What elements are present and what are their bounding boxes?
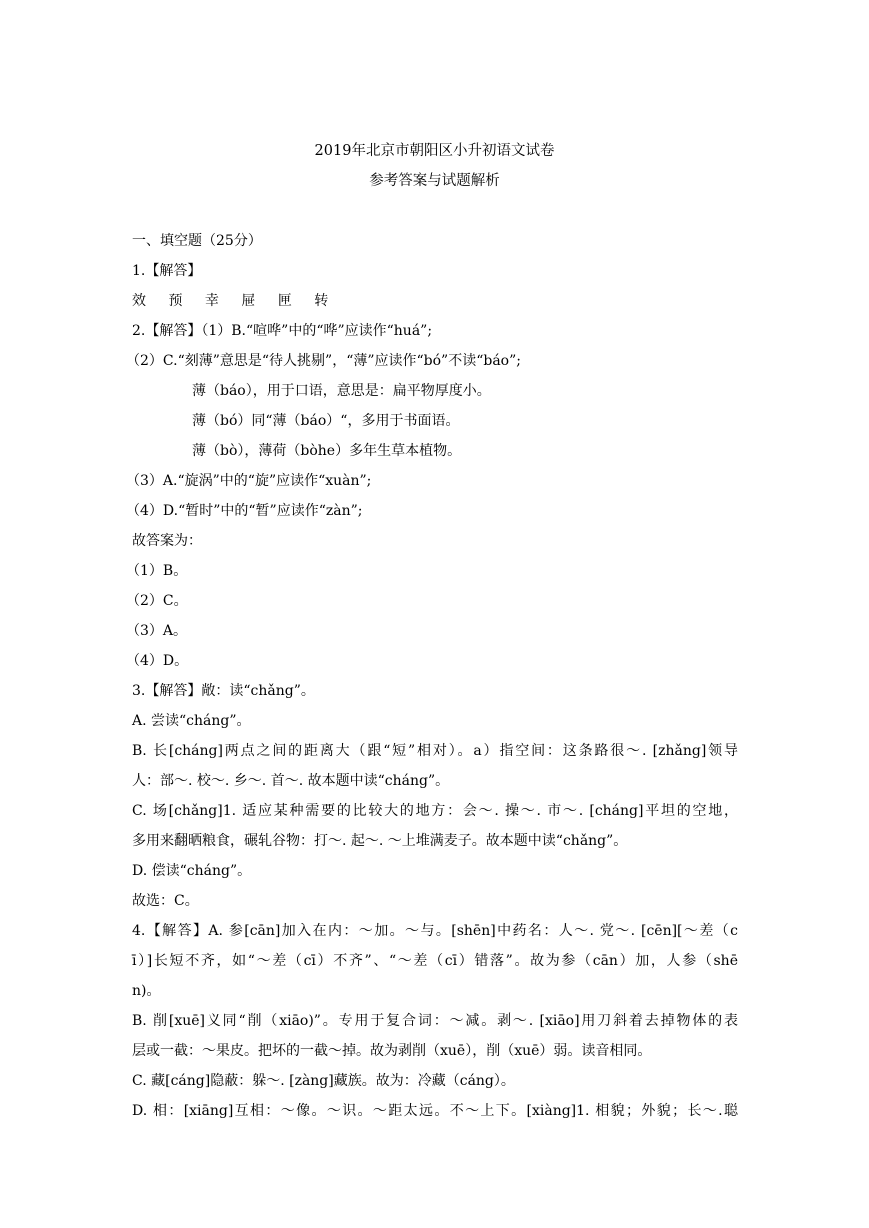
q1-char: 转 xyxy=(314,293,329,309)
q4-line: D. 相：[xiāng]互相：～像。～识。～距太远。不～上下。[xiàng]1. 相貌；外貌；长～.聪 xyxy=(132,1103,738,1119)
answer-content xyxy=(126,226,738,1126)
q2-line: （4）D。 xyxy=(126,653,189,669)
q2-line: （1）B。 xyxy=(126,563,188,579)
q2-line: （2）C.“刻薄”意思是“待人挑剔”，“薄”应读作“bó”不读“báo”; xyxy=(126,353,521,369)
q3-line: B. 长[cháng]两点之间的距离大（跟“短”相对）。a）指空间：这条路很～. [zhǎng]领导 xyxy=(132,743,738,759)
q1-char: 屉 xyxy=(241,293,256,309)
q3-line: A. 尝读“cháng”。 xyxy=(132,713,251,729)
q2-line: （4）D.“暂时”中的“暂”应读作“zàn”; xyxy=(126,503,363,519)
q4-line: ī）]长短不齐，如“～差（cī）不齐”、“～差（cī）错落”。故为参（cān）加，人参（shē xyxy=(132,953,738,969)
q1-char: 预 xyxy=(168,293,183,309)
q4-line: 4.【解答】A. 参[cān]加入在内：～加。～与。[shēn]中药名：人～. 党～. [cēn][～差（c xyxy=(132,923,738,939)
q2-line: 薄（bó）同“薄（báo）“，多用于书面语。 xyxy=(192,413,460,429)
q2-line: 2.【解答】（1）B.“喧哗”中的“哗”应读作“huá”; xyxy=(132,323,433,339)
q3-line: 3.【解答】敞：读“chǎng”。 xyxy=(132,683,315,699)
q1-answer-chars xyxy=(132,286,738,316)
q3-line: 人：部～. 校～. 乡～. 首～. 故本题中读“cháng”。 xyxy=(132,773,450,789)
q4-line: n)。 xyxy=(132,983,161,999)
q4-line: B. 削[xuē]义同“削（xiāo)”。专用于复合词：～减。剥～. [xiāo]用刀斜着去掉物体的表 xyxy=(132,1013,738,1029)
q4-line: C. 藏[cáng]隐蔽：躲～. [zàng]藏族。故为：冷藏（cáng）。 xyxy=(132,1073,515,1089)
q1-label: 1.【解答】 xyxy=(132,263,202,279)
page-subtitle: 参考答案与试题解析 xyxy=(369,173,500,189)
q1-char: 幸 xyxy=(204,293,219,309)
q2-line: 薄（báo），用于口语，意思是：扁平物厚度小。 xyxy=(192,383,491,399)
q3-line: C. 场[chǎng]1. 适应某种需要的比较大的地方：会～. 操～. 市～. [cháng]平坦的空地， xyxy=(132,803,738,819)
q3-line: D. 偿读“cháng”。 xyxy=(132,863,252,879)
q2-line: 薄（bò），薄荷（bòhe）多年生草本植物。 xyxy=(192,443,462,459)
q1-char: 匣 xyxy=(277,293,292,309)
page-title: 2019年北京市朝阳区小升初语文试卷 xyxy=(314,143,555,159)
q4-line: 层或一截：～果皮。把坏的一截～掉。故为剥削（xuē），削（xuē）弱。读音相同。 xyxy=(132,1043,652,1059)
q2-line: （3）A.“旋涡”中的“旋”应读作“xuàn”; xyxy=(126,473,372,489)
q3-line: 故选：C。 xyxy=(132,893,199,909)
q1-char: 效 xyxy=(132,293,146,309)
q2-line: 故答案为： xyxy=(132,533,202,549)
q3-line: 多用来翻晒粮食，碾轧谷物：打～. 起～. ～上堆满麦子。故本题中读“chǎng”。 xyxy=(132,833,628,849)
q2-line: （2）C。 xyxy=(126,593,188,609)
q2-line: （3）A。 xyxy=(126,623,188,639)
section-heading: 一、填空题（25分） xyxy=(132,233,262,249)
